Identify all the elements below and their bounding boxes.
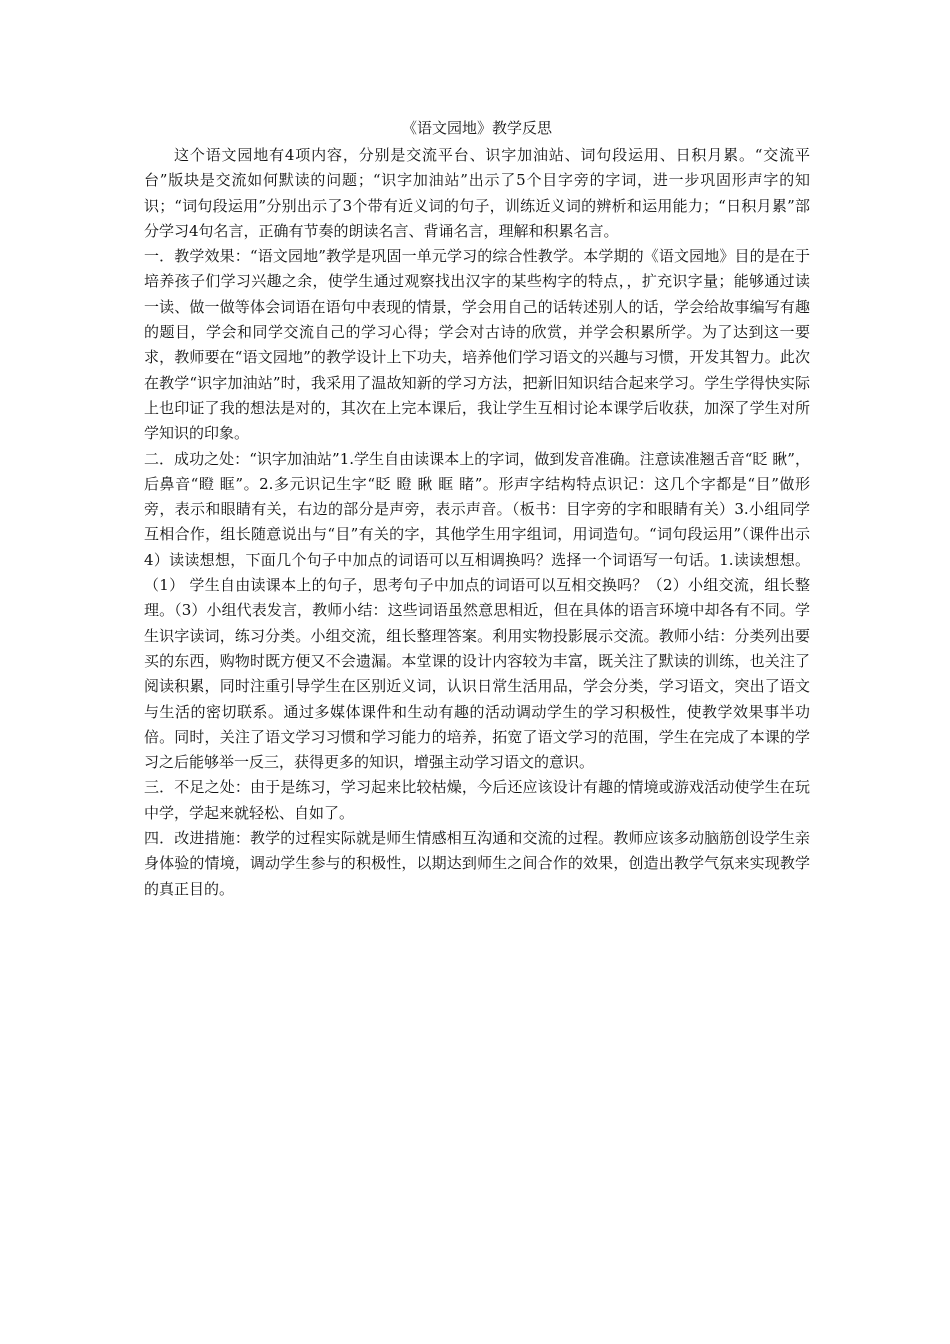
document-title: 《语文园地》教学反思 — [401, 119, 552, 137]
section-teaching-effect: 一．教学效果：“语文园地”教学是巩固一单元学习的综合性教学。本学期的《语文园地》目的是在于培养孩子们学习兴趣之余，使学生通过观察找出汉字的某些构字的特点，，扩充识字量；能够通过读一读、做一做等体会词语在语句中表现的情景，学会用自己的话转述别人的话，学会给故事编写有趣的题目，学会和同学交流自己的学习心得；学会对古诗的欣赏，并学会积累所学。为了达到这一要求，教师要在“语文园地”的教学设计上下功夫，培养他们学习语文的兴趣与习惯，开发其智力。此次在教学“识字加油站”时，我采用了温故知新的学习方法，把新旧知识结合起来学习。学生学得快实际上也印证了我的想法是对的，其次在上完本课后，我让学生互相讨论本课学后收获，加深了学生对所学知识的印象。 — [144, 247, 810, 443]
section-shortcomings: 三．不足之处：由于是练习，学习起来比较枯燥，今后还应该设计有趣的情境或游戏活动使学生在玩中学，学起来就轻松、自如了。 — [144, 778, 810, 822]
section-improvements: 四．改进措施：教学的过程实际就是师生情感相互沟通和交流的过程。教师应该多动脑筋创设学生亲身体验的情境，调动学生参与的积极性，以期达到师生之间合作的效果，创造出教学气氛来实现教学的真正目的。 — [144, 829, 810, 898]
document-page — [144, 115, 810, 902]
section-successes: 二．成功之处：“识字加油站”1.学生自由读课本上的字词，做到发音准确。注意读准翘舌音“眨 瞅”，后鼻音“瞪 眶”。2.多元识记生字“眨 瞪 瞅 眶 睹”。形声字结构特点识记：这几个字都是“目”做形旁，表示和眼睛有关，右边的部分是声旁，表示声音。（板书：目字旁的字和眼睛有关）3.小组同学互相合作，组长随意说出与“目”有关的字，其他学生用字组词，用词造句。“词句段运用”（课件出示4）读读想想，下面几个句子中加点的词语可以互相调换吗？选择一个词语写一句话。1.读读想想。（1） 学生自由读课本上的句子，思考句子中加点的词语可以互相交换吗？（2）小组交流，组长整理。（3）小组代表发言，教师小结：这些词语虽然意思相近，但在具体的语言环境中却各有不同。学生识字读词，练习分类。小组交流，组长整理答案。利用实物投影展示交流。教师小结：分类列出要买的东西，购物时既方便又不会遗漏。本堂课的设计内容较为丰富，既关注了默读的训练，也关注了阅读积累，同时注重引导学生在区别近义词，认识日常生活用品，学会分类，学习语文，突出了语文与生活的密切联系。通过多媒体课件和生动有趣的活动调动学生的学习积极性，使教学效果事半功倍。同时，关注了语文学习习惯和学习能力的培养，拓宽了语文学习的范围，学生在完成了本课的学习之后能够举一反三，获得更多的知识，增强主动学习语文的意识。 — [144, 449, 810, 772]
intro-paragraph: 这个语文园地有4项内容，分别是交流平台、识字加油站、词句段运用、日积月累。“交流平台”版块是交流如何默读的问题；“识字加油站”出示了5个目字旁的字词，进一步巩固形声字的知识；“词句段运用”分别出示了3个带有近义词的句子，训练近义词的辨析和运用能力；“日积月累”部分学习4句名言，正确有节奏的朗读名言、背诵名言，理解和积累名言。 — [144, 146, 810, 240]
